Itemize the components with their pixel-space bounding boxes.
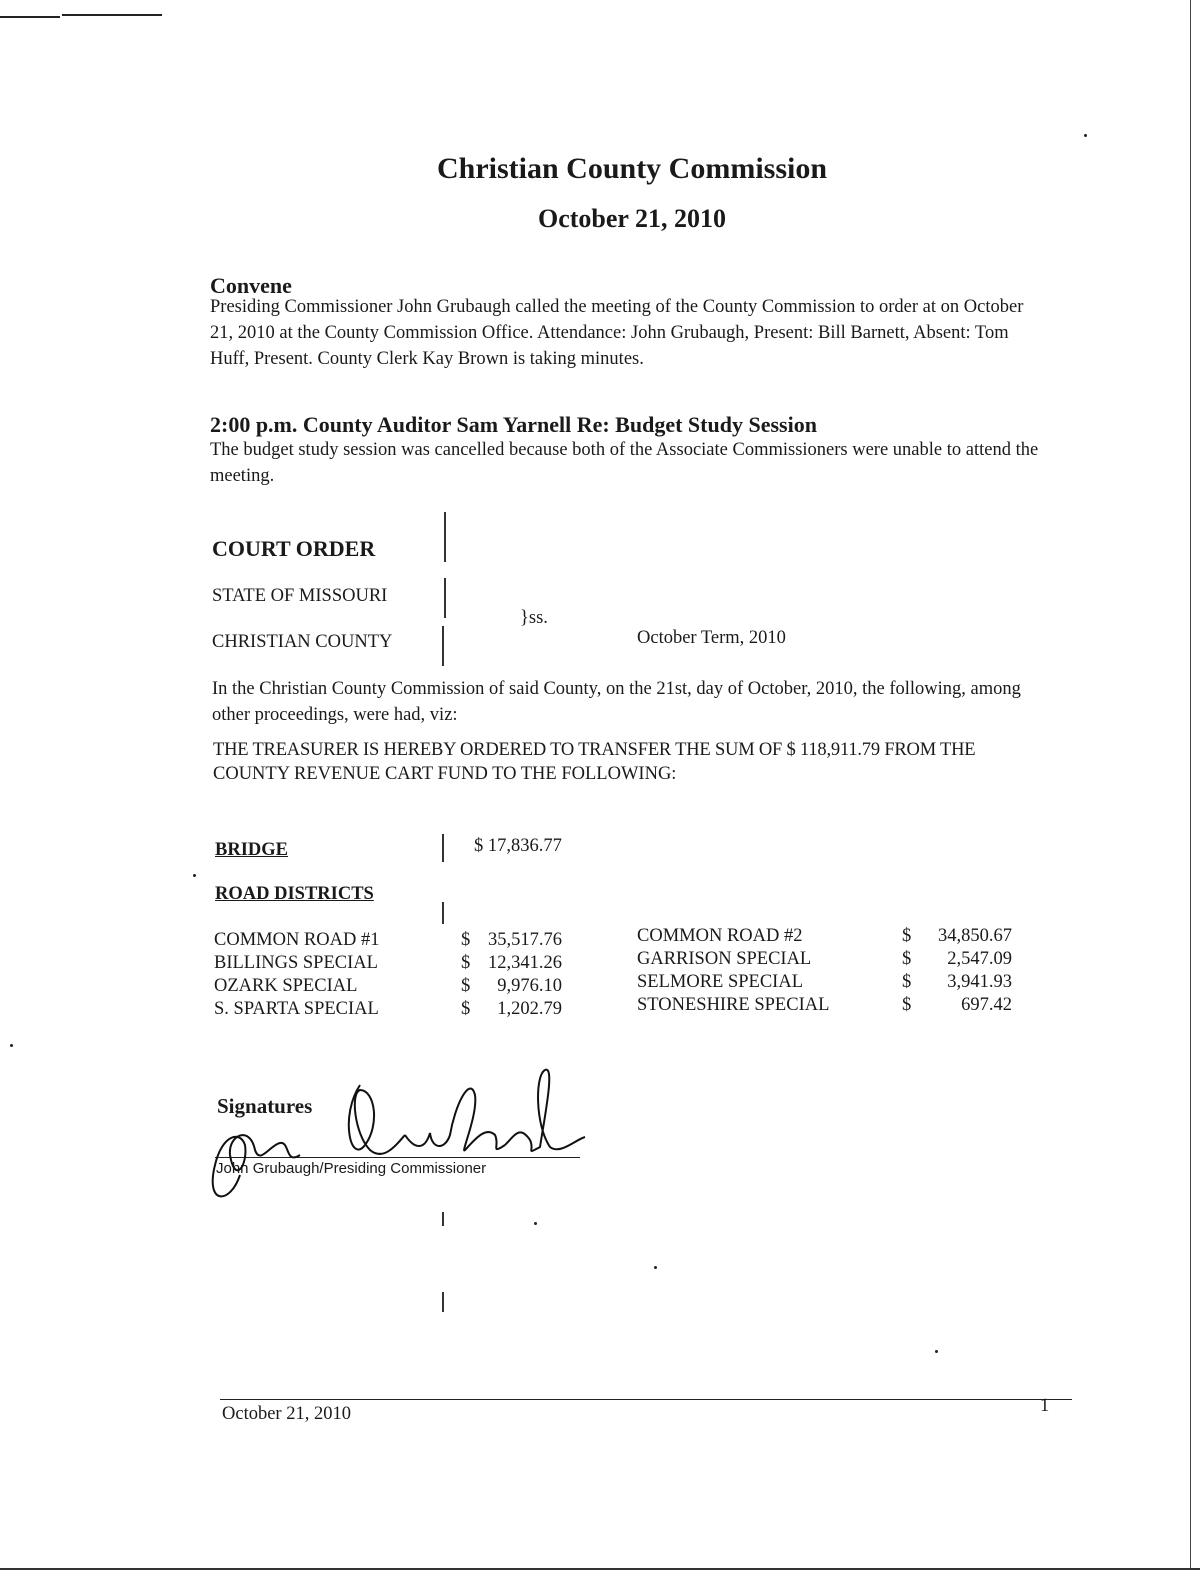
road-district-name: OZARK SPECIAL	[214, 976, 358, 996]
scan-mark	[62, 14, 162, 16]
order-line-2: COUNTY REVENUE CART FUND TO THE FOLLOWING:	[213, 764, 677, 784]
road-district-name: GARRISON SPECIAL	[637, 949, 812, 969]
order-line-1: THE TREASURER IS HEREBY ORDERED TO TRANSFER THE SUM OF $ 118,911.79 FROM THE	[213, 740, 976, 760]
scan-speck	[654, 1266, 657, 1269]
scan-speck	[534, 1222, 537, 1225]
road-district-amount: 3,941.93	[947, 972, 1012, 992]
separator-mark	[444, 578, 446, 618]
road-district-name: COMMON ROAD #2	[637, 926, 803, 946]
signatures-label: Signatures	[217, 1094, 313, 1118]
road-district-dollar: $	[461, 930, 471, 950]
road-district-dollar: $	[902, 949, 912, 969]
page-edge	[1190, 0, 1191, 1570]
road-district-name: STONESHIRE SPECIAL	[637, 995, 830, 1015]
proceedings-text: In the Christian County Commission of said County, on the 21st, day of October, 2010, the following, among other proceedings, were had, viz:	[212, 679, 1021, 725]
road-district-amount: 9,976.10	[497, 976, 562, 996]
scan-speck	[193, 874, 196, 877]
road-district-amount: 12,341.26	[488, 953, 562, 973]
scan-speck	[1084, 134, 1087, 137]
separator-mark	[442, 1292, 444, 1312]
bridge-label: BRIDGE	[215, 840, 288, 860]
footer-rule	[220, 1399, 1072, 1400]
document-title: Christian County Commission	[436, 152, 828, 185]
road-district-amount: 34,850.67	[938, 926, 1012, 946]
road-district-dollar: $	[902, 926, 912, 946]
road-districts-label: ROAD DISTRICTS	[215, 884, 374, 904]
page-number: 1	[1040, 1396, 1050, 1416]
page-edge	[0, 1568, 1200, 1570]
road-district-name: S. SPARTA SPECIAL	[214, 999, 379, 1019]
ss-mark: }ss.	[520, 608, 548, 628]
scan-mark	[0, 16, 60, 18]
road-district-name: BILLINGS SPECIAL	[214, 953, 378, 973]
scan-speck	[10, 1044, 13, 1047]
county-label: CHRISTIAN COUNTY	[212, 632, 393, 652]
road-district-amount: 35,517.76	[488, 930, 562, 950]
road-district-name: COMMON ROAD #1	[214, 930, 380, 950]
road-district-amount: 1,202.79	[497, 999, 562, 1019]
signer-name: John Grubaugh/Presiding Commissioner	[216, 1160, 487, 1177]
road-district-dollar: $	[461, 976, 471, 996]
road-district-dollar: $	[902, 995, 912, 1015]
separator-mark	[442, 626, 444, 666]
document-date: October 21, 2010	[538, 204, 726, 233]
road-district-amount: 697.42	[961, 995, 1012, 1015]
separator-mark	[442, 834, 444, 862]
handwritten-signature	[200, 1055, 600, 1215]
road-district-amount: 2,547.09	[947, 949, 1012, 969]
session-text: The budget study session was cancelled because both of the Associate Commissioners were unable to attend the meeting.	[210, 440, 1039, 486]
road-district-name: SELMORE SPECIAL	[637, 972, 804, 992]
scan-speck	[935, 1350, 938, 1353]
court-order-heading: COURT ORDER	[212, 536, 376, 561]
road-district-dollar: $	[461, 953, 471, 973]
state-label: STATE OF MISSOURI	[212, 586, 388, 606]
separator-mark	[444, 512, 446, 562]
bridge-amount: $ 17,836.77	[474, 836, 562, 856]
separator-mark	[442, 902, 444, 924]
road-district-dollar: $	[461, 999, 471, 1019]
session-heading: 2:00 p.m. County Auditor Sam Yarnell Re: Budget Study Session	[210, 412, 817, 437]
convene-text: Presiding Commissioner John Grubaugh called the meeting of the County Commission to order at on October 21, 2010 at the County Commission Office. Attendance: John Grubaugh, Present: Bill Barnett, Absent: Tom Huff, Present. County Clerk Kay Brown is taking minutes.	[210, 297, 1024, 369]
convene-heading: Convene	[210, 273, 292, 298]
footer-date: October 21, 2010	[222, 1404, 351, 1424]
term-label: October Term, 2010	[637, 628, 786, 648]
road-district-dollar: $	[902, 972, 912, 992]
